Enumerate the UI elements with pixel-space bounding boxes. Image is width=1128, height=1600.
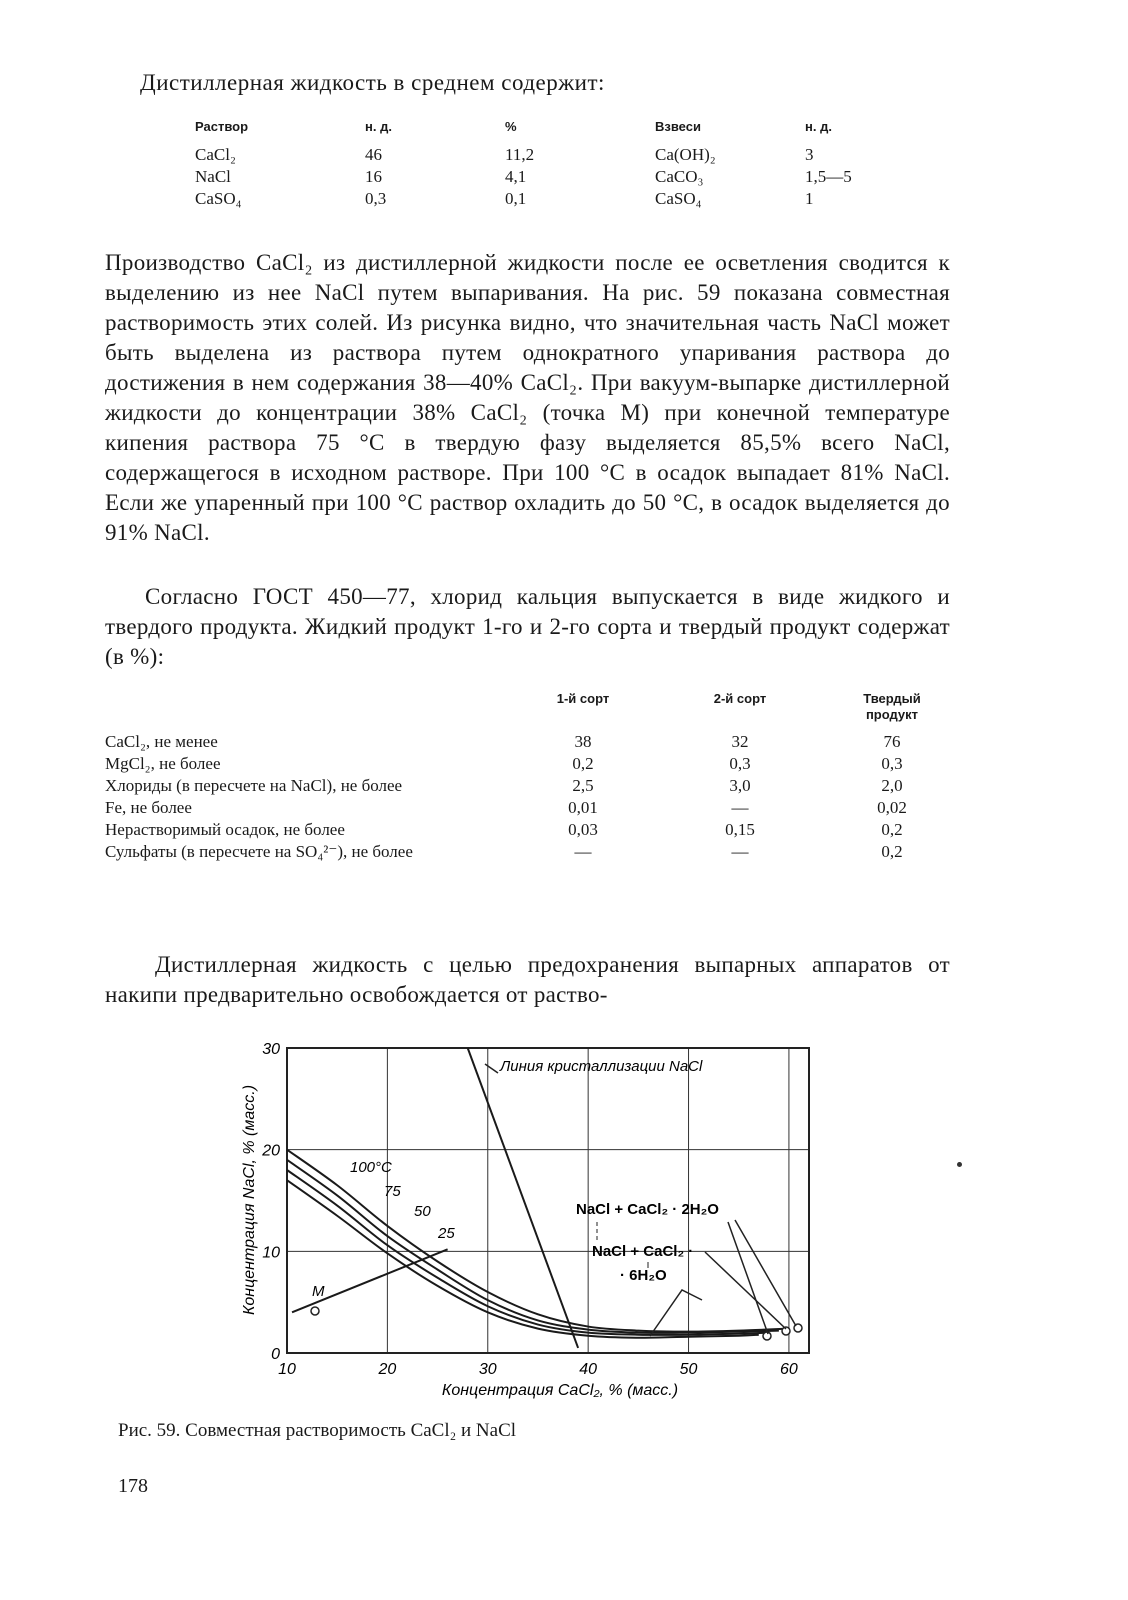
spec-name: Fe, не более (105, 798, 192, 817)
composition-header: н. д. (805, 119, 832, 134)
phase-hexahydrate-label: NaCl + CaCl₂ · (592, 1243, 694, 1260)
y-tick-label: 0 (271, 1346, 280, 1363)
y-tick-label: 10 (262, 1244, 280, 1262)
temp-100-label: 100°C (350, 1159, 392, 1176)
crystallization-label: Линия кристаллизации NaCl (500, 1058, 703, 1075)
composition-cell: 0,3 (365, 189, 387, 208)
x-axis-label: Концентрация CaCl₂, % (масс.) (441, 1382, 679, 1399)
x-tick-label: 10 (278, 1361, 296, 1378)
spec-value: 0,2 (881, 820, 903, 839)
spec-value: 0,02 (877, 798, 907, 817)
spec-name: Нерастворимый осадок, не более (105, 820, 345, 839)
composition-header: % (505, 119, 517, 134)
spec-value: 0,3 (881, 754, 903, 773)
composition-header: н. д. (365, 119, 392, 134)
series-line (292, 1249, 448, 1312)
spec-value: 0,3 (729, 754, 751, 773)
intro-text: Дистиллерная жидкость в среднем содержит: (140, 70, 605, 95)
spec-value: 38 (574, 732, 592, 751)
point-m-marker (311, 1307, 319, 1315)
temp-50-label: 50 (414, 1203, 431, 1220)
series-line (468, 1048, 578, 1348)
x-tick-label: 40 (579, 1361, 598, 1378)
y-tick-labels (261, 1041, 280, 1363)
plot-frame (287, 1048, 809, 1353)
y-tick-label: 20 (262, 1142, 280, 1160)
spec-name: Хлориды (в пересчете на NaCl), не более (105, 776, 403, 795)
spec-header: 2-й сорт (713, 691, 767, 706)
phase-leader-line (705, 1252, 786, 1329)
composition-cell: CaSO₄ (195, 189, 242, 208)
composition-cell: 4,1 (505, 167, 527, 186)
temp-25-label: 25 (438, 1225, 455, 1242)
paragraph-1: Производство CaCl₂ из дистиллерной жидкости после ее осветления сводится к выделению из нее NaCl путем выпаривания. На рис. 59 показана совместная растворимость этих солей. Из рисунка видно, что значительная часть NaCl может быть выделена из раствора путем однократного упаривания раствора до достижения в нем содержания 38—40% CaCl₂. При вакуум-выпарке дистиллерной жидкости до концентрации 38% CaCl₂ (точка M) при конечной температуре кипения раствора 75 °C в твердую фазу выделяется 85,5% всего NaCl, содержащегося в исходном растворе. При 100 °C в осадок выпадает 81% NaCl. Если же упаренный при 100 °C раствор охладить до 50 °C, в осадок выделяется до 91% NaCl. (105, 250, 950, 545)
x-tick-labels (278, 1361, 798, 1378)
composition-cell: 3 (805, 145, 814, 164)
spec-value: — (731, 798, 749, 817)
x-tick-label: 60 (780, 1361, 798, 1378)
spec-value: 32 (731, 732, 749, 751)
chart-series (287, 1048, 789, 1348)
composition-cell: 0,1 (505, 189, 527, 208)
phase-dihydrate-label: NaCl + CaCl₂ · 2H₂O (576, 1201, 719, 1218)
temp-75-label: 75 (384, 1183, 401, 1200)
spec-name: Сульфаты (в пересчете на SO₄²⁻), не более (105, 842, 413, 861)
spec-value: 3,0 (729, 776, 751, 795)
spec-name: MgCl₂, не более (105, 754, 221, 773)
composition-cell: CaCO₃ (655, 167, 704, 186)
stray-dot (957, 1162, 962, 1167)
x-tick-label: 30 (478, 1361, 497, 1378)
spec-value: 0,2 (881, 842, 903, 861)
spec-name: CaCl₂, не менее (105, 732, 218, 751)
page-number: 178 (118, 1475, 148, 1497)
phase-hexahydrate-label-2: · 6H₂O (620, 1267, 667, 1284)
figure-caption: Рис. 59. Совместная растворимость CaCl₂ и NaCl (118, 1420, 517, 1441)
x-tick-label: 50 (679, 1361, 698, 1378)
y-tick-label: 30 (262, 1041, 280, 1058)
composition-cell: 16 (365, 167, 382, 186)
composition-cell: CaSO₄ (655, 189, 702, 208)
chart-grid (287, 1048, 809, 1353)
paragraph-2: Согласно ГОСТ 450—77, хлорид кальция выпускается в виде жидкого и твердого продукта. Жидкий продукт 1-го и 2-го сорта и твердый продукт содержат (в %): (105, 584, 950, 669)
spec-value: 0,03 (568, 820, 598, 839)
composition-cell: 46 (365, 145, 382, 164)
x-tick-label: 20 (378, 1361, 397, 1378)
spec-header: 1-й сорт (556, 691, 610, 706)
phase-leader-line (728, 1222, 768, 1334)
composition-header: Раствор (195, 119, 249, 134)
composition-cell: NaCl (195, 167, 231, 186)
y-axis-label: Концентрация NaCl, % (масс.) (241, 1084, 258, 1316)
spec-value: — (731, 842, 749, 861)
composition-cell: 1,5—5 (805, 167, 852, 186)
phase-leader-line (650, 1290, 702, 1336)
spec-value: 2,5 (572, 776, 594, 795)
composition-cell: CaCl₂ (195, 145, 236, 164)
spec-value: 76 (883, 732, 901, 751)
composition-cell: 11,2 (505, 145, 535, 164)
crystallization-leader-line (485, 1064, 498, 1073)
composition-header: Взвеси (655, 119, 701, 134)
spec-value: 0,15 (725, 820, 755, 839)
paragraph-3: Дистиллерная жидкость с целью предохранения выпарных аппаратов от накипи предварительно освобождается от раство- (105, 952, 950, 1007)
series-line (287, 1160, 779, 1333)
spec-value: 2,0 (881, 776, 903, 795)
point-m-label: M (312, 1283, 325, 1300)
spec-header: Твердый продукт (863, 691, 921, 722)
spec-value: 0,01 (568, 798, 598, 817)
spec-value: — (574, 842, 592, 861)
spec-value: 0,2 (572, 754, 594, 773)
composition-cell: Ca(OH)₂ (655, 145, 716, 164)
composition-cell: 1 (805, 189, 814, 208)
